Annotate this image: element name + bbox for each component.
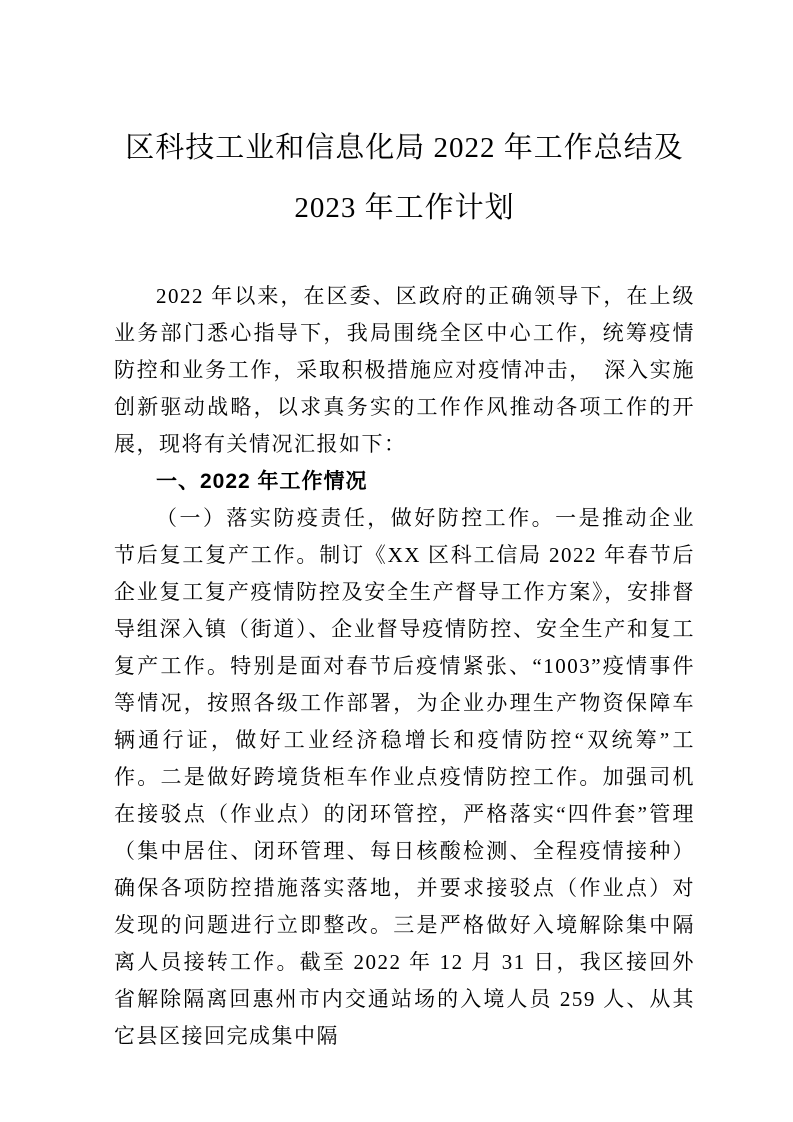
- text-segment-normal: 一是推动企业节后复工复产工作。制订《XX 区科工信局 2022 年春节后企业复工复产疫情防控及安全生产督导工作方案》，安排督导组深入镇（街道）、企业督导疫情防控、安全生产和复工复产工作。特别是面对春节后疫情紧张、“1003”疫情事件等情况，按照各级工作部署，为企业办理生产物资保障车辆通行证，做好工业经济稳增长和疫情防控“双统筹”工作。二是做好跨境货柜车作业点疫情防控工作。加强司机在接驳点（作业点）的闭环管控，严格落实“四件套”管理（集中居住、闭环管理、每日核酸检测、全程疫情接种）确保各项防控措施落实落地，并要求接驳点（作业点）对发现的问题进行立即整改。三是严格做好入境解除集中隔离人员接转工作。截至 2022 年 12 月 31 日，我区接回外省解除隔离回惠州市内交通站场的入境人员 259 人、从其它县区接回完成集中隔: [114, 506, 696, 1048]
- document-title: [114, 118, 695, 238]
- document-title-line2: 2023 年工作计划: [294, 192, 515, 224]
- text-segment-heading: 一、2022 年工作情况: [156, 470, 368, 493]
- section-heading: [114, 463, 695, 500]
- paragraph: [114, 278, 695, 463]
- document-body: [114, 278, 695, 1055]
- text-segment-normal: 2022 年以来，在区委、区政府的正确领导下，在上级业务部门悉心指导下，我局围绕全区中心工作，统筹疫情防控和业务工作，采取积极措施应对疫情冲击， 深入实施创新驱动战略，以求真务实的工作作风推动各项工作的开展，现将有关情况汇报如下：: [114, 284, 695, 456]
- document-title-line1: 区科技工业和信息化局 2022 年工作总结及: [125, 132, 684, 164]
- paragraph: [114, 500, 695, 1055]
- text-segment-kai: （一）落实防疫责任，做好防控工作。: [156, 506, 556, 530]
